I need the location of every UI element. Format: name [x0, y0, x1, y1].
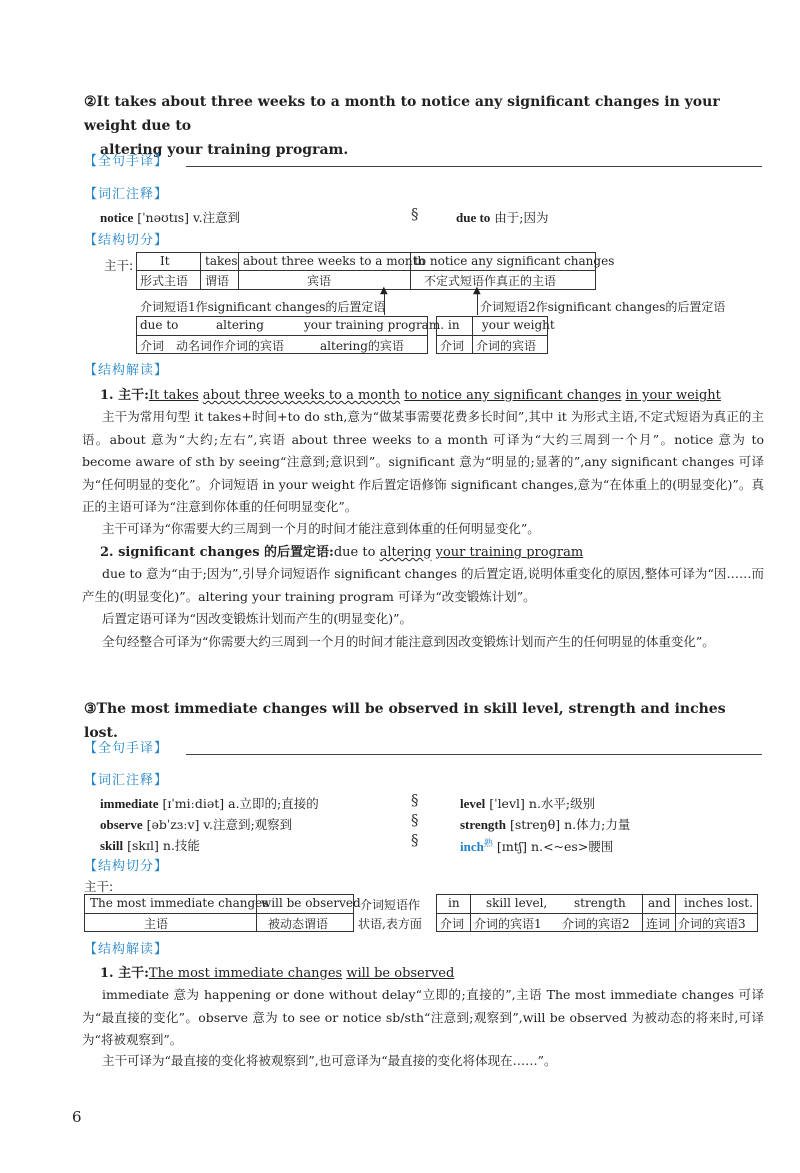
diagram-role: 被动态谓语: [268, 917, 329, 931]
point-1-para-1: 主干为常用句型 it takes+时间+to do sth,意为“做某事需要花费多长时间”,其中 it 为形式主语,不定式短语为真正的主语。about 意为“大约;左右”,宾语 about three weeks to a month 可译为“大约三周到一个月”。notice 意为 to become aware of sth by seeing“注意到;意识到”。significant 意为“明显的;显著的”,any significant changes 可译为“任何明显的变化”。介词短语 in your weight 作后置定语修饰 significant changes,意为“在体重上的(明显变化)”。真正的主语可译为“注意到你体重的任何明显变化”。: [82, 409, 764, 514]
trunk-label: 主干:: [104, 258, 134, 273]
structure-label: 【结构切分】: [84, 859, 169, 874]
diagram-word: to notice any significant changes: [414, 254, 615, 268]
diagram-role: altering的宾语: [320, 339, 404, 353]
diagram-note-right: 介词短语2作significant changes的后置定语: [480, 300, 726, 314]
diagram-role: 介词: [440, 917, 465, 931]
diagram-word: due to: [140, 318, 179, 332]
diagram-word: altering: [216, 318, 264, 332]
vocab-item-immediate: immediate [ɪˈmiːdiət] a.立即的;直接的: [100, 796, 319, 811]
arrow-up-icon: ▲: [473, 285, 481, 296]
diagram-word: in: [448, 896, 460, 910]
diagram-note-left: 介词短语1作significant changes的后置定语: [140, 300, 386, 314]
diagram-role: 介词: [440, 339, 465, 353]
vocab-item-observe: observe [əbˈzɜːv] v.注意到;观察到: [100, 817, 293, 832]
diagram-word: in: [448, 318, 460, 332]
diagram-role: 介词: [140, 339, 165, 353]
diagram-word: your weight: [482, 318, 555, 332]
vocab-label: 【词汇注释】: [84, 187, 169, 202]
diagram-role: 动名词作介词的宾语: [176, 339, 285, 353]
vocab-item-level: level [ˈlevl] n.水平;级别: [460, 796, 596, 811]
diagram-word: will be observed: [261, 896, 361, 910]
diagram-role: 形式主语: [140, 274, 189, 288]
diagram-role: 不定式短语作真正的主语: [424, 274, 557, 288]
vocab-item-skill: skill [skɪl] n.技能: [100, 838, 200, 853]
full-translation-label: 【全句手译】: [84, 154, 169, 169]
diagram-role: 介词的宾语1: [474, 917, 542, 931]
diagram-word: and: [648, 896, 671, 910]
diagram-word: The most immediate changes: [90, 896, 269, 910]
arrow-up-icon: ▲: [380, 285, 388, 296]
point-2-heading: 2. significant changes 的后置定语:due to altering your training program: [100, 545, 584, 560]
diagram-word: It: [160, 254, 170, 268]
sentence-2-line-2: altering your training program.: [100, 142, 349, 158]
diagram-role: 连词: [646, 917, 671, 931]
structure-label: 【结构切分】: [84, 233, 169, 248]
diagram-word: inches lost.: [684, 896, 753, 910]
diagram-note: 状语,表方面: [358, 917, 422, 931]
trunk-label: 主干:: [84, 879, 114, 894]
vocab-item-due-to: due to 由于;因为: [456, 210, 549, 225]
full-translation-label: 【全句手译】: [84, 741, 169, 756]
divider-squiggle: § § §: [411, 791, 419, 849]
divider-squiggle: §: [411, 205, 419, 223]
point-2-para-1: due to 意为“由于;因为”,引导介词短语作 significant changes 的后置定语,说明体重变化的原因,整体可译为“因……而产生的(明显变化)”。altering your training program 可译为“改变锻炼计划”。: [82, 566, 764, 604]
sentence-2-line-1: ②It takes about three weeks to a month to notice any significant changes in your weight due to: [84, 94, 720, 134]
diagram-note: 介词短语作: [360, 898, 421, 912]
point-2-para-3: 全句经整合可译为“你需要大约三周到一个月的时间才能注意到因改变锻炼计划而产生的任何明显的体重变化”。: [102, 634, 715, 649]
page-number: 6: [72, 1108, 82, 1126]
diagram-word: takes: [205, 254, 238, 268]
diagram-word: your training program.: [304, 318, 445, 332]
diagram-role: 介词的宾语: [476, 339, 537, 353]
diagram-role: 介词的宾语3: [678, 917, 746, 931]
sentence-3: ③The most immediate changes will be observed in skill level, strength and inches lost.: [84, 701, 726, 741]
point-1-para-2: 主干可译为“你需要大约三周到一个月的时间才能注意到体重的任何明显变化”。: [102, 521, 540, 536]
diagram-role: 介词的宾语2: [562, 917, 630, 931]
point-1-para-2: 主干可译为“最直接的变化将被观察到”,也可意译为“最直接的变化将体现在……”。: [102, 1053, 557, 1068]
diagram-word: skill level,: [486, 896, 548, 910]
vocab-label: 【词汇注释】: [84, 773, 169, 788]
diagram-word: about three weeks to a month: [243, 254, 426, 268]
vocab-item-strength: strength [streŋθ] n.体力;力量: [460, 817, 631, 832]
point-1-heading: 1. 主干:The most immediate changes will be observed: [100, 966, 455, 981]
diagram-word: strength: [574, 896, 626, 910]
diagram-role: 主语: [144, 917, 169, 931]
point-2-para-2: 后置定语可译为“因改变锻炼计划而产生的(明显变化)”。: [102, 611, 413, 626]
point-1-para-1: immediate 意为 happening or done without delay“立即的;直接的”,主语 The most immediate changes 可译为“最直接的变化”。observe 意为 to see or notice sb/sth“注意到;观察到”,will be observed 为被动态的将来时,可译为“将被观察到”。: [82, 987, 764, 1047]
diagram-role: 宾语: [307, 274, 332, 288]
point-1-heading: 1. 主干:It takes about three weeks to a month to notice any significant changes in your weight: [100, 388, 721, 403]
analysis-label: 【结构解读】: [84, 363, 169, 378]
diagram-role: 谓语: [205, 274, 230, 288]
sentence-2: [84, 90, 764, 162]
vocab-item-notice: notice [ˈnəʊtɪs] v.注意到: [100, 210, 241, 225]
translation-blank-line[interactable]: [186, 166, 762, 167]
familiar-badge: 熟: [483, 839, 493, 849]
translation-blank-line[interactable]: [186, 754, 762, 755]
vocab-item-inch: inch$^熟$ [ɪntʃ] n.<~es>腰围: [460, 839, 614, 855]
analysis-label: 【结构解读】: [84, 942, 169, 957]
